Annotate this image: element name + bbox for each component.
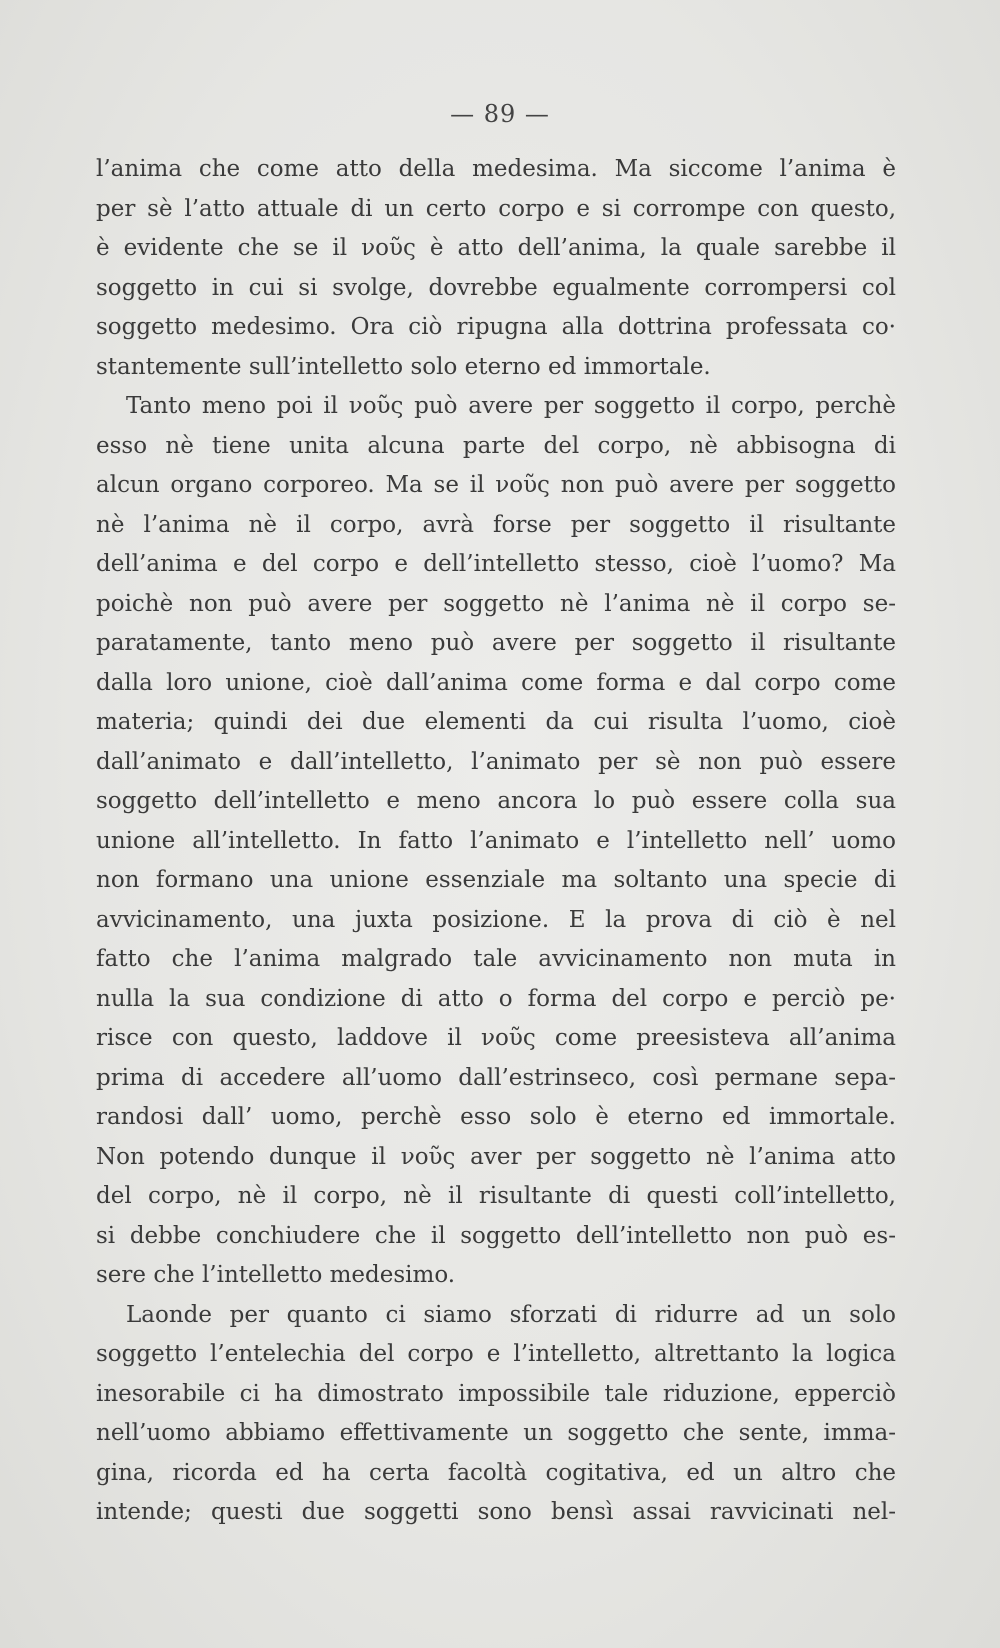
- text-line: risce con questo, laddove il νοῦς come preesisteva all’anima: [96, 1025, 896, 1051]
- text-line: nè l’anima nè il corpo, avrà forse per soggetto il risultante: [96, 511, 896, 538]
- text-line: soggetto in cui si svolge, dovrebbe egualmente corrompersi col: [96, 274, 896, 301]
- text-line: per sè l’atto attuale di un certo corpo e si corrompe con questo,: [96, 195, 896, 222]
- text-line: dall’animato e dall’intelletto, l’animato per sè non può essere: [96, 748, 896, 775]
- text-line: inesorabile ci ha dimostrato impossibile tale riduzione, epperciò: [96, 1380, 896, 1407]
- text-line: Non potendo dunque il νοῦς aver per soggetto nè l’anima atto: [96, 1143, 896, 1170]
- text-line: l’anima che come atto della medesima. Ma siccome l’anima è: [96, 156, 896, 182]
- text-line: fatto che l’anima malgrado tale avvicinamento non muta in: [96, 946, 896, 972]
- text-line: del corpo, nè il corpo, nè il risultante di questi coll’intelletto,: [96, 1183, 896, 1209]
- text-line: gina, ricorda ed ha certa facoltà cogitativa, ed un altro che: [96, 1459, 896, 1486]
- text-line: avvicinamento, una juxta posizione. E la prova di ciò è nel: [96, 906, 896, 933]
- text-line: paratamente, tanto meno può avere per soggetto il risultante: [96, 630, 896, 656]
- text-line: nell’uomo abbiamo effettivamente un soggetto che sente, imma-: [96, 1420, 896, 1446]
- text-line: soggetto dell’intelletto e meno ancora lo può essere colla sua: [96, 788, 896, 814]
- text-line: stantemente sull’intelletto solo eterno ed immortale.: [96, 353, 711, 380]
- text-line: materia; quindi dei due elementi da cui risulta l’uomo, cioè: [96, 709, 896, 735]
- page-number: — 89 —: [450, 100, 550, 128]
- text-line: esso nè tiene unita alcuna parte del corpo, nè abbisogna di: [96, 432, 896, 459]
- text-line: unione all’intelletto. In fatto l’animato e l’intelletto nell’ uomo: [96, 827, 896, 854]
- text-line: Laonde per quanto ci siamo sforzati di ridurre ad un solo: [126, 1301, 896, 1328]
- text-line: dalla loro unione, cioè dall’anima come forma e dal corpo come: [96, 669, 896, 696]
- text-line: sere che l’intelletto medesimo.: [96, 1262, 456, 1288]
- text-line: soggetto medesimo. Ora ciò ripugna alla dottrina professata co·: [96, 314, 896, 340]
- text-line: è evidente che se il νοῦς è atto dell’anima, la quale sarebbe il: [96, 235, 896, 261]
- text-line: Tanto meno poi il νοῦς può avere per soggetto il corpo, perchè: [126, 393, 896, 419]
- text-line: dell’anima e del corpo e dell’intelletto stesso, cioè l’uomo? Ma: [96, 551, 896, 577]
- text-line: alcun organo corporeo. Ma se il νοῦς non può avere per soggetto: [96, 472, 896, 498]
- text-line: nulla la sua condizione di atto o forma del corpo e perciò pe·: [96, 985, 896, 1012]
- text-line: soggetto l’entelechia del corpo e l’intelletto, altrettanto la logica: [96, 1341, 896, 1367]
- body-text: [96, 150, 896, 1533]
- text-line: poichè non può avere per soggetto nè l’anima nè il corpo se-: [96, 590, 896, 617]
- text-line: si debbe conchiudere che il soggetto dell’intelletto non può es-: [96, 1222, 896, 1249]
- text-line: randosi dall’ uomo, perchè esso solo è eterno ed immortale.: [96, 1104, 896, 1130]
- text-line: non formano una unione essenziale ma soltanto una specie di: [96, 867, 896, 893]
- text-line: intende; questi due soggetti sono bensì assai ravvicinati nel-: [96, 1499, 896, 1525]
- text-line: prima di accedere all’uomo dall’estrinseco, così permane sepa-: [96, 1064, 896, 1091]
